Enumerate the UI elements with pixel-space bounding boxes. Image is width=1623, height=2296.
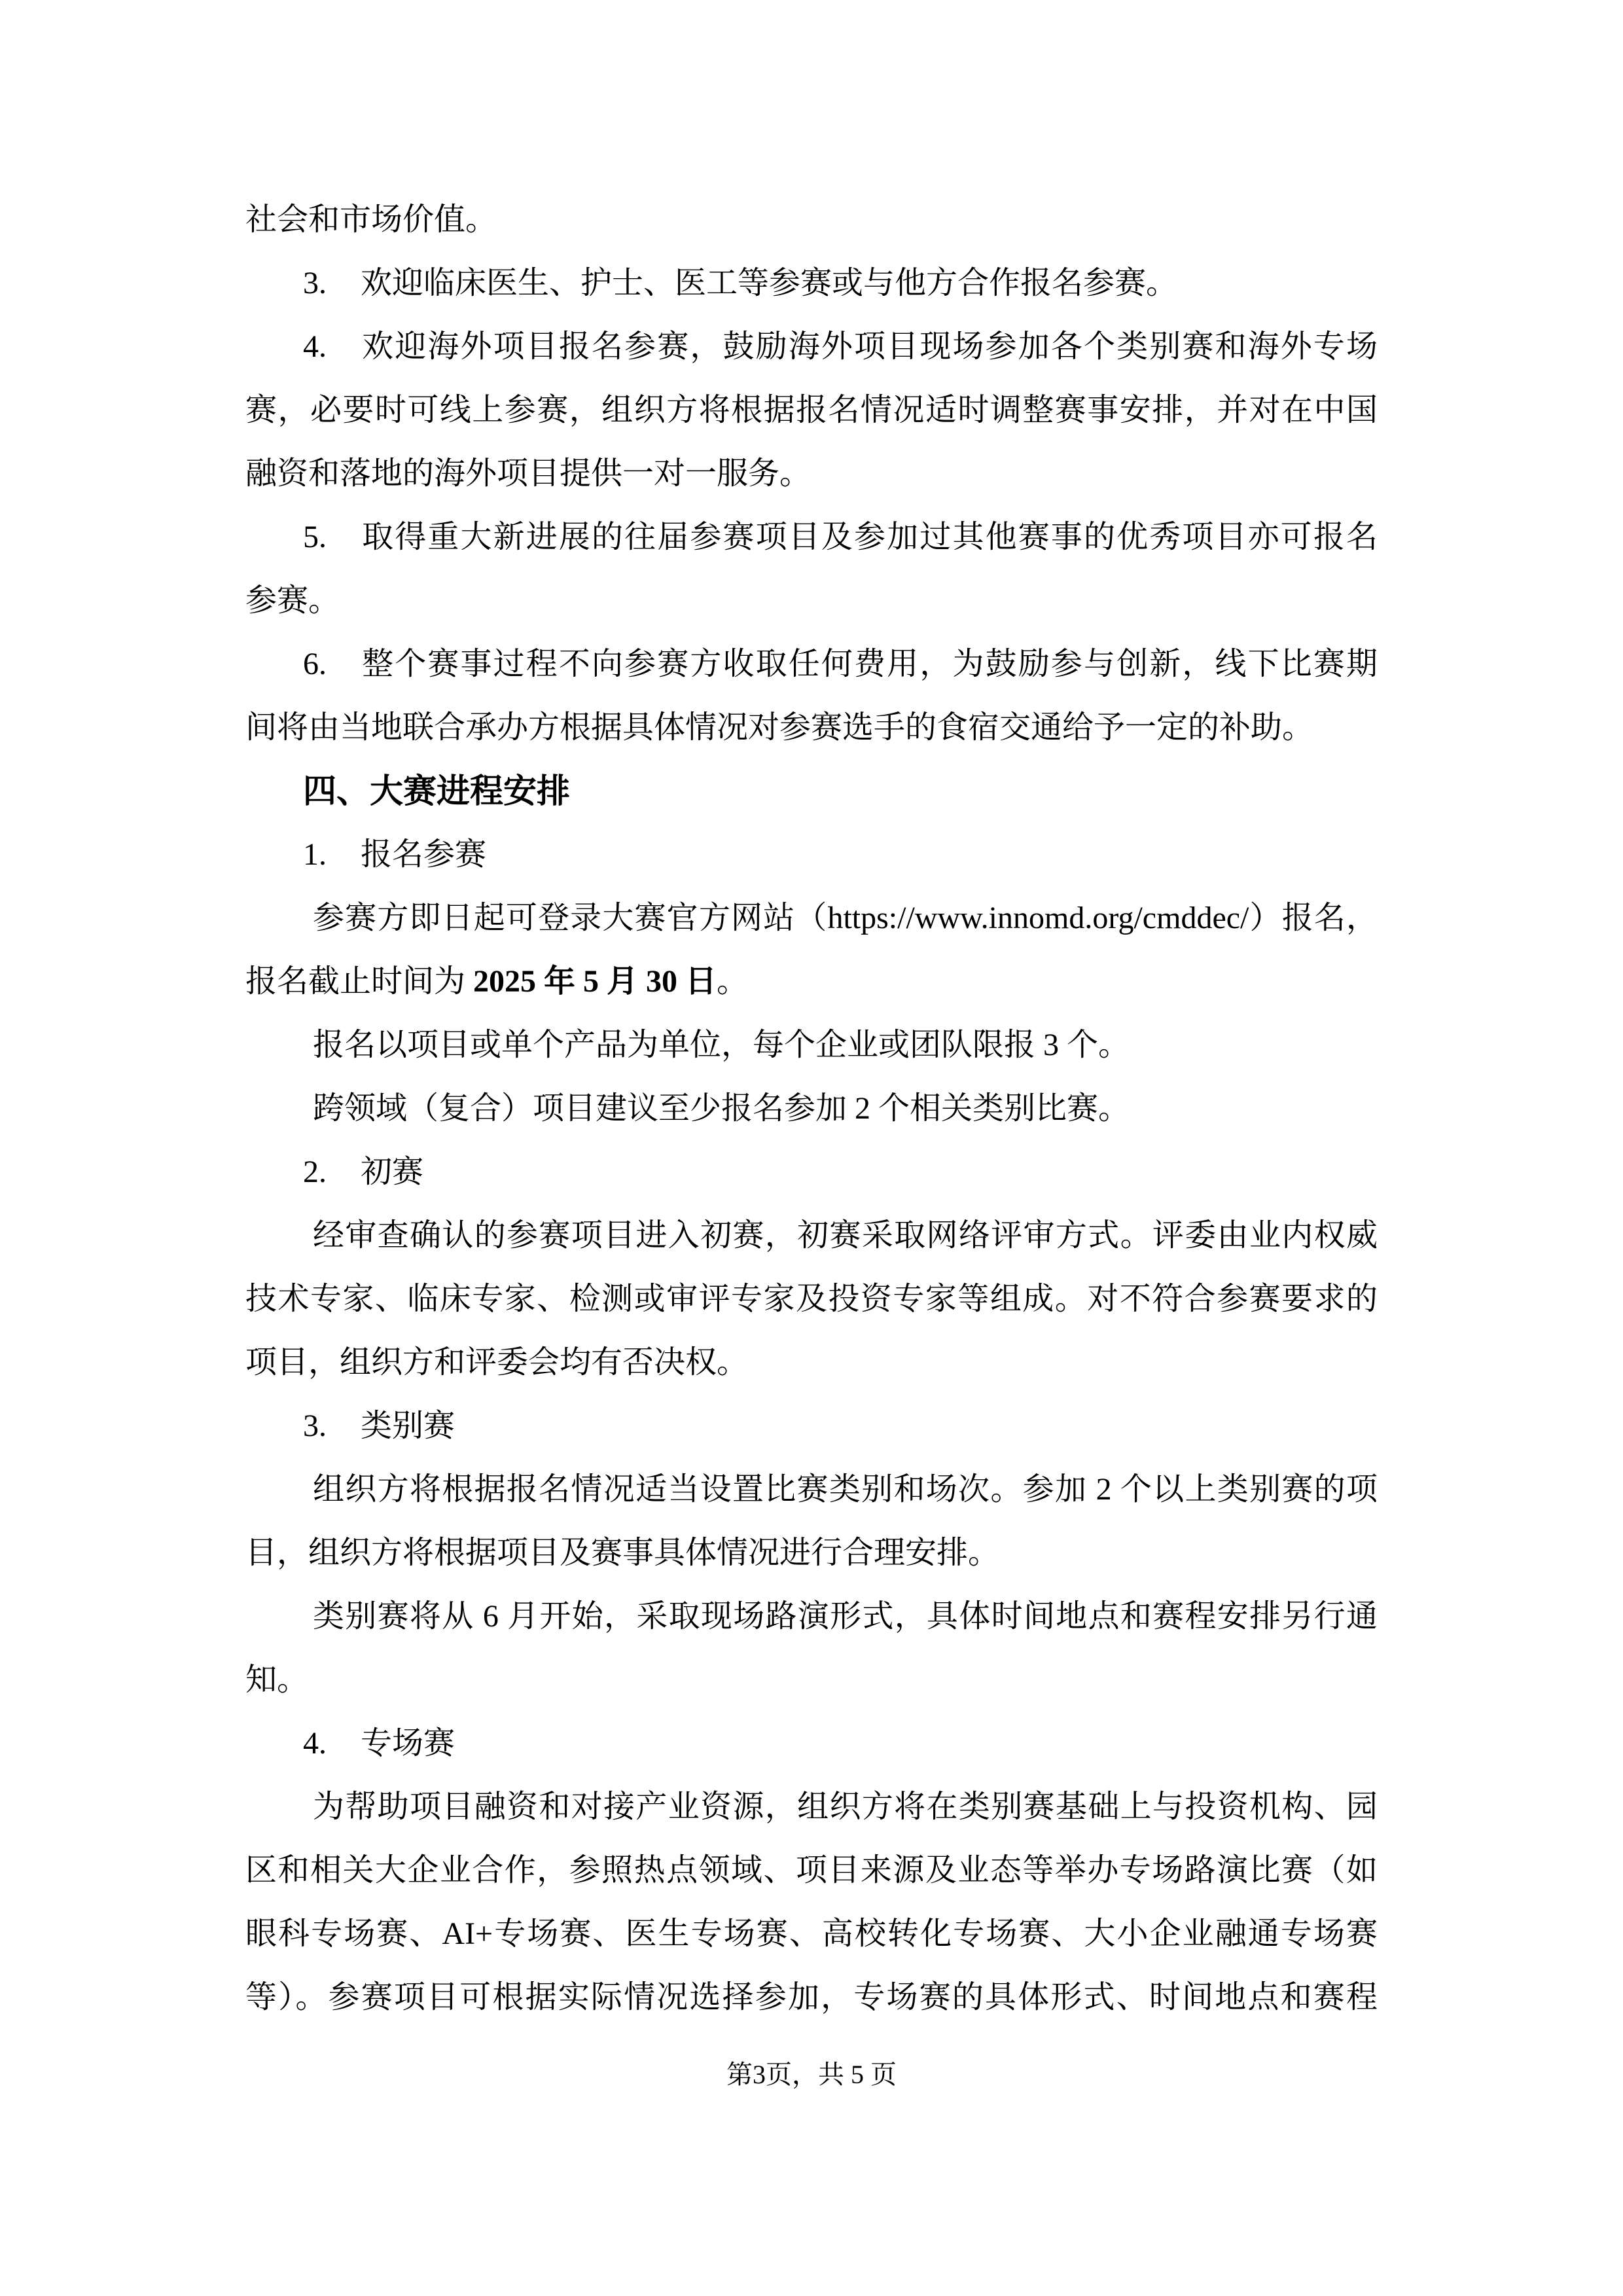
list-number: 1. [303,837,327,872]
document-body [245,188,1378,2029]
text-line [245,950,1378,1013]
list-number: 3. [303,266,327,300]
text-segment: 间将由当地联合承办方根据具体情况对参赛选手的食宿交通给予一定的补助。 [245,710,1314,745]
text-line [245,505,1378,569]
text-line [245,1965,1378,2029]
text-line [245,696,1378,759]
text-line [245,315,1378,378]
text-line [245,378,1378,442]
text-line [245,251,1378,315]
text-line [245,1775,1378,1839]
text-line [245,1839,1378,1902]
list-number: 4. [303,329,327,364]
text-line [245,442,1378,505]
deadline-date-bold: 2025 年 5 月 30 日 [473,964,717,999]
text-segment: 项目，组织方和评委会均有否决权。 [245,1345,749,1380]
text-segment: 目，组织方将根据项目及赛事具体情况进行合理安排。 [245,1535,1000,1570]
text-segment: 类别赛 [361,1408,455,1443]
text-line [245,1648,1378,1712]
text-line [245,1458,1378,1521]
text-segment: 报名参赛 [361,837,487,872]
text-segment: 融资和落地的海外项目提供一对一服务。 [245,456,812,491]
page-footer [245,2055,1378,2094]
text-line [245,1712,1378,1775]
text-segment: 等）。参赛项目可根据实际情况选择参加，专场赛的具体形式、时间地点和赛程 [245,1980,1378,2015]
text-line [245,1331,1378,1394]
text-line [245,1204,1378,1267]
list-number: 5. [303,520,327,554]
text-segment: 社会和市场价值。 [245,202,497,237]
text-segment: 报名截止时间为 [245,964,474,999]
list-number: 2. [303,1155,327,1189]
text-line [245,632,1378,696]
text-segment: 初赛 [361,1155,424,1189]
text-line [245,1585,1378,1648]
text-segment: 四、大赛进程安排 [303,772,571,810]
text-line [245,1140,1378,1204]
text-segment: 赛，必要时可线上参赛，组织方将根据报名情况适时调整赛事安排，并对在中国 [245,393,1378,427]
text-segment: 取得重大新进展的往届参赛项目及参加过其他赛事的优秀项目亦可报名 [361,520,1378,554]
section-heading [245,759,1378,823]
text-segment: 报名以项目或单个产品为单位，每个企业或团队限报 3 个。 [313,1028,1130,1062]
text-segment: 欢迎临床医生、护士、医工等参赛或与他方合作报名参赛。 [361,266,1178,300]
text-segment: 技术专家、临床专家、检测或审评专家及投资专家等组成。对不符合参赛要求的 [245,1282,1378,1316]
list-number: 3. [303,1408,327,1443]
list-number: 4. [303,1726,327,1761]
text-segment: 欢迎海外项目报名参赛，鼓励海外项目现场参加各个类别赛和海外专场 [361,329,1378,364]
text-line [245,1394,1378,1458]
text-segment: 组织方将根据报名情况适当设置比赛类别和场次。参加 2 个以上类别赛的项 [313,1472,1378,1507]
text-segment: 知。 [245,1662,309,1697]
text-segment: 跨领域（复合）项目建议至少报名参加 2 个相关类别比赛。 [313,1091,1130,1126]
text-segment: 整个赛事过程不向参赛方收取任何费用，为鼓励参与创新，线下比赛期 [361,647,1378,681]
text-line [245,188,1378,251]
text-segment: 经审查确认的参赛项目进入初赛，初赛采取网络评审方式。评委由业内权威 [313,1218,1378,1253]
text-segment: 参赛方即日起可登录大赛官方网站（https://www.innomd.org/cmddec/）报名， [313,901,1378,935]
text-segment: 类别赛将从 6 月开始，采取现场路演形式，具体时间地点和赛程安排另行通 [313,1599,1378,1634]
text-line [245,1521,1378,1585]
text-line [245,1077,1378,1140]
text-segment: 。 [717,964,749,999]
text-segment: 专场赛 [361,1726,455,1761]
page-number: 第3页，共 5 页 [726,2060,897,2089]
text-line [245,1902,1378,1965]
text-line [245,886,1378,950]
text-segment: 区和相关大企业合作，参照热点领域、项目来源及业态等举办专场路演比赛（如 [245,1853,1378,1888]
text-line [245,823,1378,886]
text-segment: 参赛。 [245,583,340,618]
text-segment: 眼科专场赛、AI+专场赛、医生专场赛、高校转化专场赛、大小企业融通专场赛 [245,1916,1378,1951]
text-line [245,1267,1378,1331]
text-line [245,1013,1378,1077]
list-number: 6. [303,647,327,681]
text-segment: 为帮助项目融资和对接产业资源，组织方将在类别赛基础上与投资机构、园 [313,1789,1378,1824]
text-line [245,569,1378,632]
